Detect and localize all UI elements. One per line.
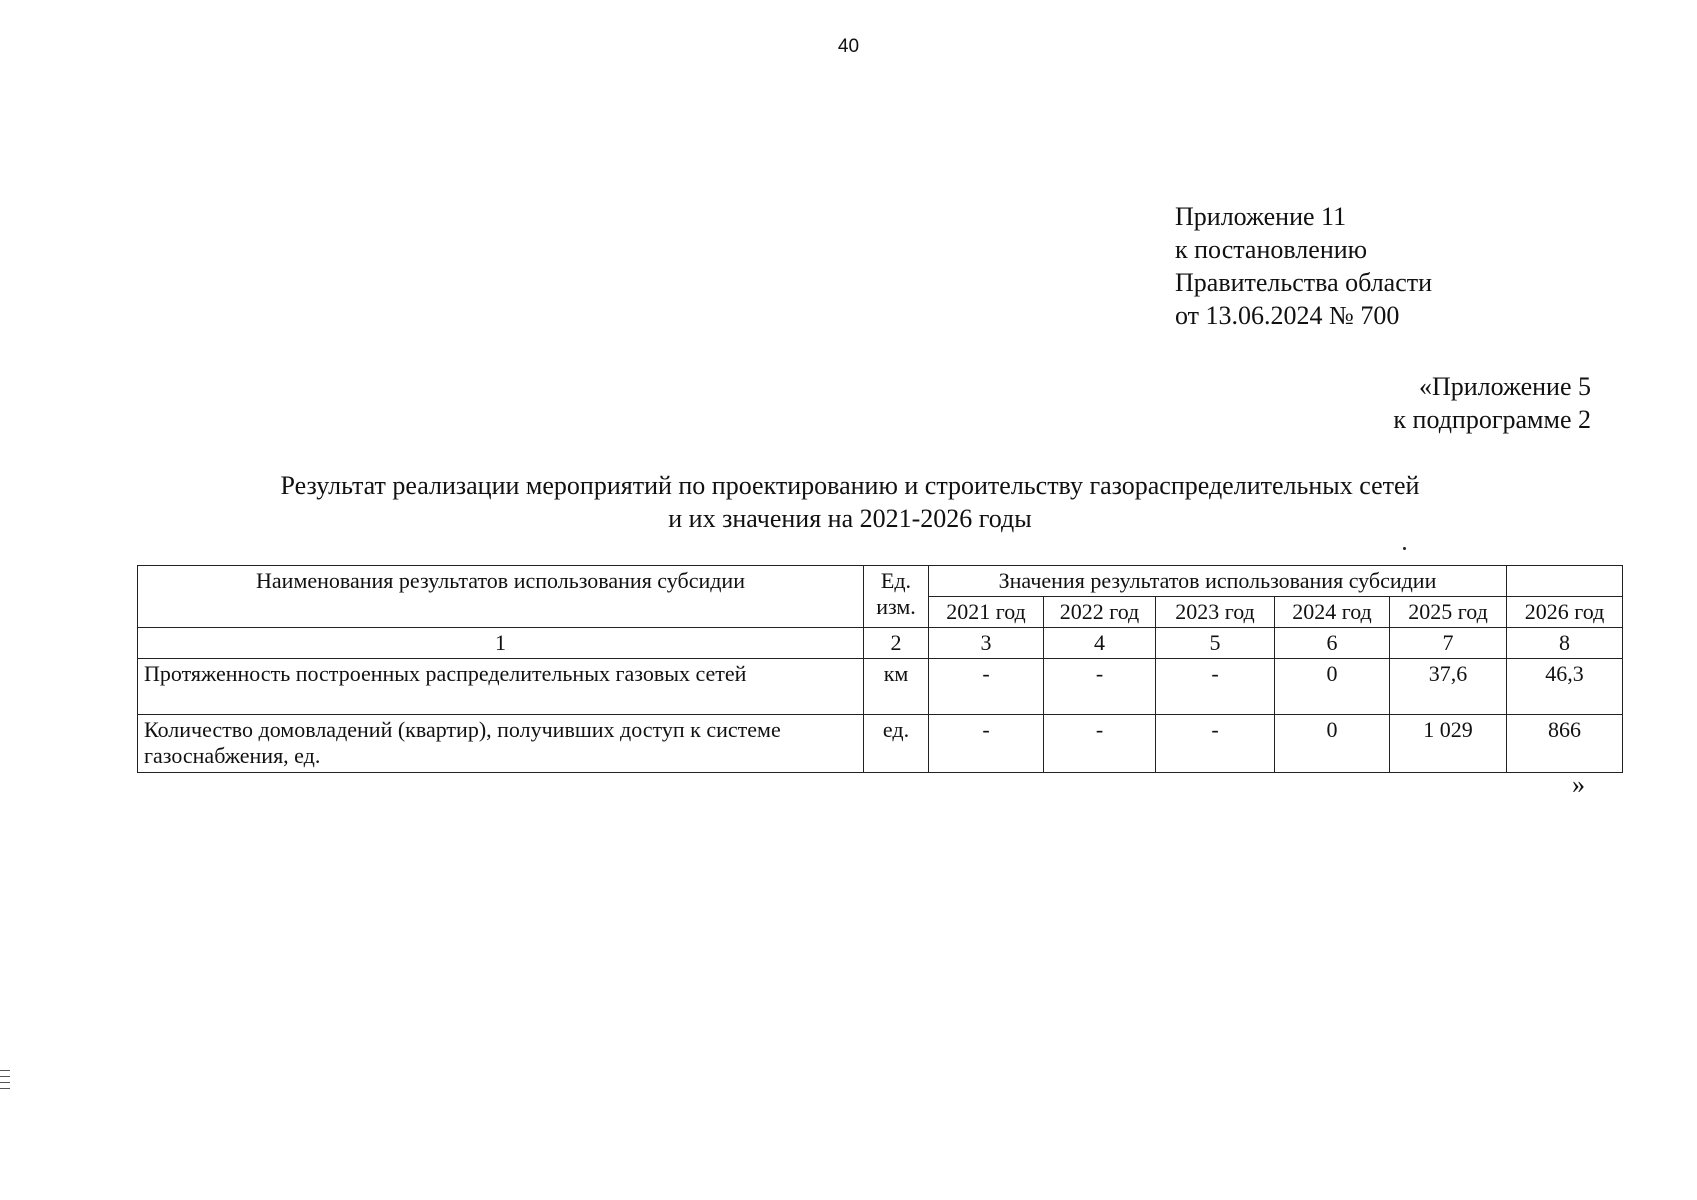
header-values-group: Значения результатов использования субсидии xyxy=(929,566,1507,597)
header-year: 2023 год xyxy=(1156,597,1275,628)
appendix-reference xyxy=(1175,200,1432,332)
page-number: 40 xyxy=(837,36,860,57)
appendix-line: к постановлению xyxy=(1175,235,1368,264)
margin-tick xyxy=(0,1088,10,1089)
appendix-line: от 13.06.2024 № 700 xyxy=(1175,301,1400,330)
row-value: - xyxy=(1044,715,1156,773)
header-year: 2026 год xyxy=(1507,597,1623,628)
appendix-line: Приложение 11 xyxy=(1175,202,1347,231)
header-year: 2022 год xyxy=(1044,597,1156,628)
margin-tick xyxy=(0,1070,10,1071)
header-year: 2021 год xyxy=(929,597,1044,628)
appendix-sub-line: «Приложение 5 xyxy=(1418,372,1591,401)
row-unit: км xyxy=(864,659,929,715)
row-value: 0 xyxy=(1275,715,1390,773)
header-name: Наименования результатов использования субсидии xyxy=(138,566,864,628)
column-number: 5 xyxy=(1156,628,1275,659)
header-year: 2024 год xyxy=(1275,597,1390,628)
closing-quote: » xyxy=(1572,770,1585,799)
scan-margin-marks xyxy=(0,1070,12,1094)
header-unit-line: изм. xyxy=(876,594,916,619)
column-number: 8 xyxy=(1507,628,1623,659)
table-header-row xyxy=(138,566,1623,597)
margin-tick xyxy=(0,1076,10,1077)
row-value: 0 xyxy=(1275,659,1390,715)
table-numbering-row xyxy=(138,628,1623,659)
column-number: 6 xyxy=(1275,628,1390,659)
row-value: 1 029 xyxy=(1390,715,1507,773)
scan-speck xyxy=(1403,547,1406,550)
row-value: - xyxy=(929,715,1044,773)
column-number: 3 xyxy=(929,628,1044,659)
table-row xyxy=(138,659,1623,715)
row-value: - xyxy=(1156,659,1275,715)
row-value: - xyxy=(1044,659,1156,715)
results-table xyxy=(137,565,1623,773)
title-line: и их значения на 2021-2026 годы xyxy=(668,504,1032,533)
appendix-line: Правительства области xyxy=(1175,268,1433,297)
header-unit xyxy=(864,566,929,628)
column-number: 4 xyxy=(1044,628,1156,659)
row-value: 46,3 xyxy=(1507,659,1623,715)
column-number: 7 xyxy=(1390,628,1507,659)
column-number: 1 xyxy=(138,628,864,659)
row-name: Количество домовладений (квартир), получивших доступ к системе газоснабжения, ед. xyxy=(138,715,864,773)
row-name: Протяженность построенных распределительных газовых сетей xyxy=(138,659,864,715)
header-year: 2025 год xyxy=(1390,597,1507,628)
row-value: 866 xyxy=(1507,715,1623,773)
row-value: 37,6 xyxy=(1390,659,1507,715)
column-number: 2 xyxy=(864,628,929,659)
header-unit-line: Ед. xyxy=(880,568,912,593)
row-unit: ед. xyxy=(864,715,929,773)
header-empty-cell xyxy=(1507,566,1623,597)
table-row xyxy=(138,715,1623,773)
margin-tick xyxy=(0,1082,10,1083)
row-value: - xyxy=(1156,715,1275,773)
row-value: - xyxy=(929,659,1044,715)
document-title xyxy=(100,469,1600,535)
appendix-subprogram-reference xyxy=(1393,370,1591,436)
appendix-sub-line: к подпрограмме 2 xyxy=(1393,405,1591,434)
title-line: Результат реализации мероприятий по проектированию и строительству газораспределительных сетей xyxy=(280,471,1420,500)
